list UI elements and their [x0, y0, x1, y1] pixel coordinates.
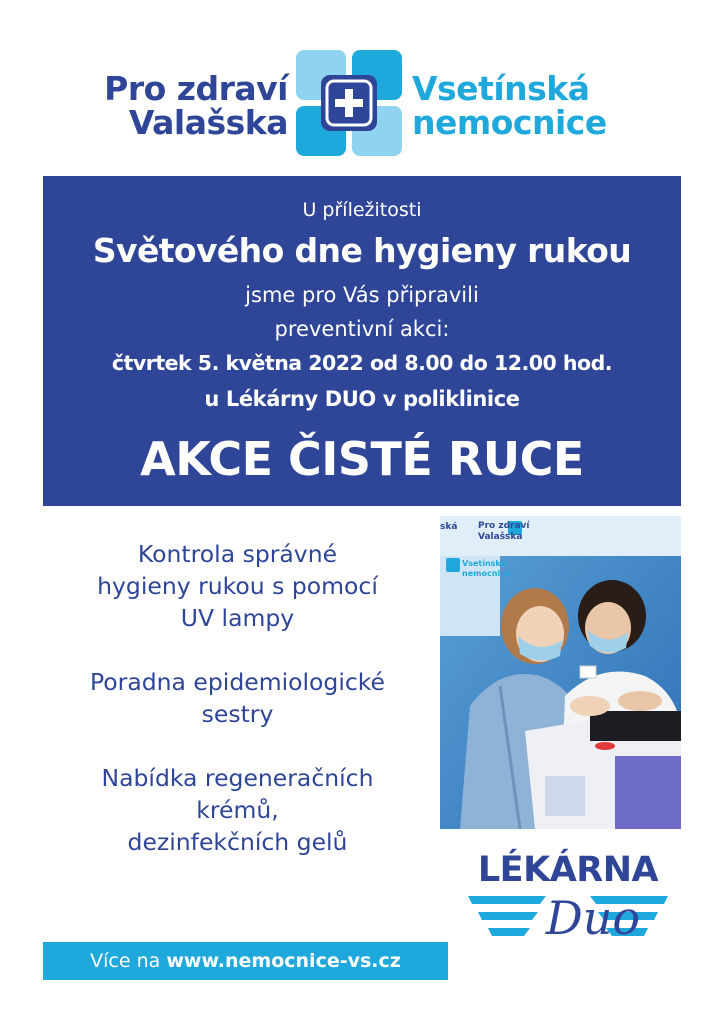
left-logo-text [92, 69, 288, 142]
banner-headline: AKCE ČISTÉ RUCE [140, 432, 584, 486]
service-line: krémů, [196, 796, 279, 824]
services-list [55, 538, 420, 890]
banner-date-time: čtvrtek 5. května 2022 od 8.00 do 12.00 hod. [111, 351, 613, 375]
banner-event-title: Světového dne hygieny rukou [92, 231, 632, 270]
service-item-creams [55, 762, 420, 858]
service-line: sestry [201, 700, 274, 728]
left-logo-line-2: Valašska [128, 103, 288, 142]
website-footer-bar [43, 942, 448, 980]
service-item-consultation [55, 666, 420, 730]
hospital-cross-logo-icon [294, 48, 404, 160]
banner-location: u Lékárny DUO v poliklinice [204, 387, 520, 411]
service-line: Nabídka regeneračních [101, 764, 374, 792]
service-line: Poradna epidemiologické [89, 668, 386, 696]
website-link[interactable]: www.nemocnice-vs.cz [166, 950, 401, 972]
service-line: UV lampy [180, 604, 295, 632]
banner-line-prepared: jsme pro Vás připravili [245, 283, 479, 307]
event-photo [440, 516, 681, 829]
right-logo-text [412, 69, 632, 142]
svg-text:ská: ská [440, 522, 458, 532]
svg-text:nemocnice: nemocnice [462, 569, 511, 578]
svg-text:Valašska: Valašska [478, 532, 523, 542]
banner-line-action: preventivní akci: [274, 317, 450, 341]
nurses-uv-lamp-photo-icon [440, 516, 681, 829]
event-banner [43, 176, 681, 506]
footer-prefix: Více na [90, 950, 161, 972]
service-line: Kontrola správné [137, 540, 338, 568]
banner-intro: U příležitosti [302, 199, 422, 221]
svg-text:Pro zdraví: Pro zdraví [478, 521, 530, 531]
left-logo-line-1: Pro zdraví [104, 69, 288, 108]
service-item-uv-check [55, 538, 420, 634]
service-line: hygieny rukou s pomocí [97, 572, 378, 600]
service-line: dezinfekčních gelů [127, 828, 348, 856]
pharmacy-script-name: Duo [545, 891, 641, 945]
svg-text:Vsetínská: Vsetínská [462, 559, 507, 568]
right-logo-line-1: Vsetínská [412, 69, 590, 108]
pharmacy-title: LÉKÁRNA [477, 850, 659, 890]
right-logo-line-2: nemocnice [412, 103, 607, 142]
